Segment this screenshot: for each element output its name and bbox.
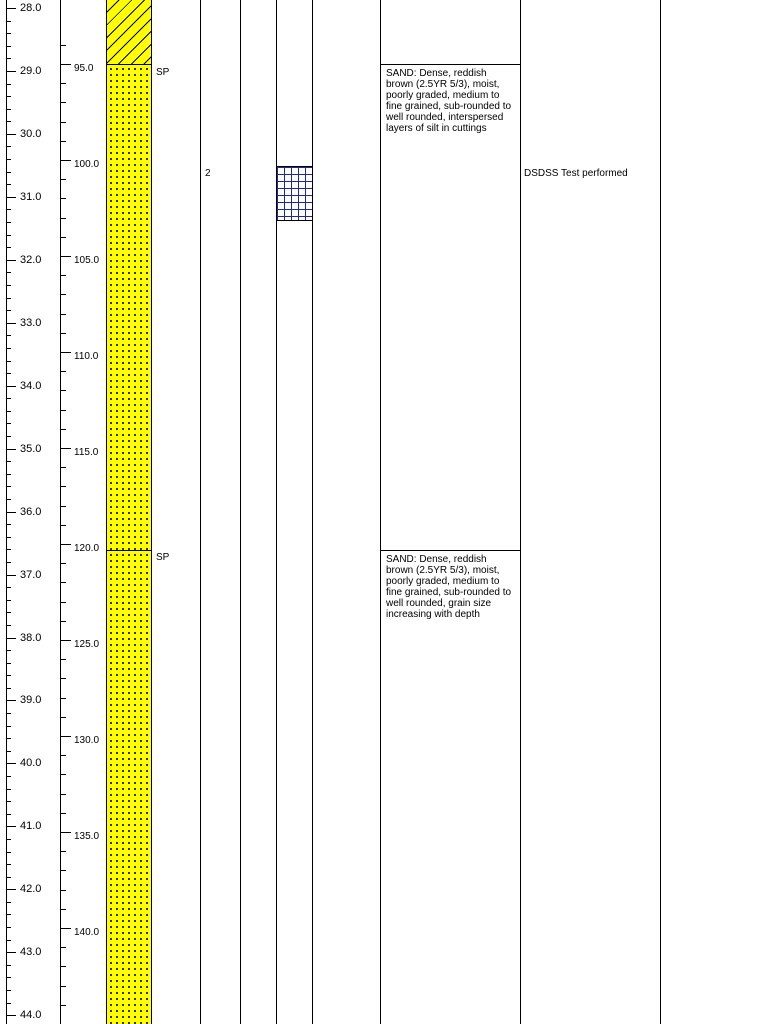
meter-minor-tick	[7, 990, 11, 991]
depth-m-label: 28.0	[20, 2, 42, 14]
feet-minor-tick	[61, 755, 66, 756]
depth-ft-label: 125.0	[74, 639, 100, 650]
meter-minor-tick	[7, 96, 11, 97]
feet-minor-tick	[61, 141, 66, 142]
depth-m-label: 34.0	[20, 380, 42, 392]
meter-major-tick	[7, 134, 16, 135]
feet-minor-tick	[61, 870, 66, 871]
meter-minor-tick	[7, 272, 11, 273]
column-border-remarks-right	[660, 0, 661, 1024]
depth-ft-label: 140.0	[74, 927, 100, 938]
depth-m-label: 29.0	[20, 65, 42, 77]
meter-minor-tick	[7, 474, 11, 475]
depth-ft-label: 105.0	[74, 255, 100, 266]
feet-minor-tick	[61, 813, 66, 814]
feet-minor-tick	[61, 122, 66, 123]
meter-major-tick	[7, 638, 16, 639]
depth-ft-label: 135.0	[74, 831, 100, 842]
meter-minor-tick	[7, 927, 11, 928]
column-border-sample-type-left	[276, 0, 277, 1024]
depth-m-label: 41.0	[20, 820, 42, 832]
meter-minor-tick	[7, 121, 11, 122]
feet-minor-tick	[61, 563, 66, 564]
meter-minor-tick	[7, 776, 11, 777]
feet-major-tick	[61, 160, 71, 161]
feet-minor-tick	[61, 45, 66, 46]
depth-m-label: 40.0	[20, 757, 42, 769]
meter-minor-tick	[7, 839, 11, 840]
layer-description: SAND: Dense, reddish brown (2.5YR 5/3), moist, poorly graded, medium to fine grained, sub-rounded to well rounded, interspersed layers of silt in cuttings	[386, 68, 512, 134]
layer-description: SAND: Dense, reddish brown (2.5YR 5/3), moist, poorly graded, medium to fine grained, sub-rounded to well rounded, grain size increasing with depth	[386, 554, 512, 620]
feet-major-tick	[61, 352, 71, 353]
meter-minor-tick	[7, 310, 11, 311]
meter-minor-tick	[7, 751, 11, 752]
sample-grid-icon	[276, 166, 313, 221]
feet-minor-tick	[61, 198, 66, 199]
meter-minor-tick	[7, 58, 11, 59]
meter-minor-tick	[7, 713, 11, 714]
meter-minor-tick	[7, 398, 11, 399]
column-border-lithology-right	[151, 0, 152, 1024]
feet-minor-tick	[61, 486, 66, 487]
meter-minor-tick	[7, 977, 11, 978]
depth-m-label: 30.0	[20, 128, 42, 140]
feet-minor-tick	[61, 525, 66, 526]
meter-minor-tick	[7, 852, 11, 853]
depth-m-label: 37.0	[20, 569, 42, 581]
description-boundary-2	[380, 550, 521, 551]
meter-minor-tick	[7, 726, 11, 727]
meter-minor-tick	[7, 914, 11, 915]
feet-minor-tick	[61, 371, 66, 372]
feet-minor-tick	[61, 966, 66, 967]
depth-m-label: 36.0	[20, 506, 42, 518]
meter-minor-tick	[7, 46, 11, 47]
depth-ft-label: 120.0	[74, 543, 100, 554]
lithology-fill-sand-1	[107, 65, 151, 550]
meter-minor-tick	[7, 33, 11, 34]
meter-major-tick	[7, 700, 16, 701]
meter-minor-tick	[7, 247, 11, 248]
meter-minor-tick	[7, 612, 11, 613]
meter-minor-tick	[7, 335, 11, 336]
feet-minor-tick	[61, 909, 66, 910]
depth-ft-label: 100.0	[74, 159, 100, 170]
depth-ft-label: 130.0	[74, 735, 100, 746]
meter-minor-tick	[7, 298, 11, 299]
meter-minor-tick	[7, 361, 11, 362]
column-border-sample-number	[240, 0, 241, 1024]
feet-minor-tick	[61, 621, 66, 622]
feet-major-tick	[61, 448, 71, 449]
meter-minor-tick	[7, 864, 11, 865]
feet-minor-tick	[61, 102, 66, 103]
meter-minor-tick	[7, 650, 11, 651]
meter-major-tick	[7, 8, 16, 9]
feet-major-tick	[61, 256, 71, 257]
feet-minor-tick	[61, 602, 66, 603]
meter-minor-tick	[7, 209, 11, 210]
feet-minor-tick	[61, 333, 66, 334]
meter-major-tick	[7, 952, 16, 953]
column-border-sample-type-right	[312, 0, 313, 1024]
feet-minor-tick	[61, 1005, 66, 1006]
depth-ft-label: 110.0	[74, 351, 99, 362]
lithology-fill-sand-2	[107, 551, 151, 1024]
feet-minor-tick	[61, 659, 66, 660]
meter-minor-tick	[7, 1003, 11, 1004]
meter-major-tick	[7, 386, 16, 387]
remarks-text: DSDSS Test performed	[524, 168, 628, 179]
meter-minor-tick	[7, 436, 11, 437]
meter-minor-tick	[7, 411, 11, 412]
depth-ft-label: 95.0	[74, 63, 94, 74]
depth-m-label: 42.0	[20, 883, 42, 895]
feet-major-tick	[61, 736, 71, 737]
feet-major-tick	[61, 64, 71, 65]
feet-minor-tick	[61, 179, 66, 180]
meter-minor-tick	[7, 675, 11, 676]
feet-major-tick	[61, 544, 71, 545]
meter-minor-tick	[7, 461, 11, 462]
meter-minor-tick	[7, 373, 11, 374]
meter-minor-tick	[7, 172, 11, 173]
meter-minor-tick	[7, 235, 11, 236]
meter-minor-tick	[7, 423, 11, 424]
meter-minor-tick	[7, 222, 11, 223]
meter-minor-tick	[7, 537, 11, 538]
meter-major-tick	[7, 1015, 16, 1016]
meter-minor-tick	[7, 814, 11, 815]
meter-minor-tick	[7, 625, 11, 626]
feet-minor-tick	[61, 429, 66, 430]
meter-major-tick	[7, 889, 16, 890]
meter-minor-tick	[7, 965, 11, 966]
column-border-uscs	[200, 0, 201, 1024]
feet-major-tick	[61, 928, 71, 929]
depth-ft-label: 115.0	[74, 447, 99, 458]
meter-minor-tick	[7, 663, 11, 664]
meter-minor-tick	[7, 159, 11, 160]
uscs-code: SP	[156, 67, 170, 78]
feet-minor-tick	[61, 582, 66, 583]
feet-minor-tick	[61, 986, 66, 987]
meter-minor-tick	[7, 738, 11, 739]
meter-minor-tick	[7, 348, 11, 349]
meter-major-tick	[7, 323, 16, 324]
depth-m-label: 44.0	[20, 1009, 42, 1021]
feet-minor-tick	[61, 890, 66, 891]
meter-minor-tick	[7, 486, 11, 487]
meter-major-tick	[7, 512, 16, 513]
feet-minor-tick	[61, 851, 66, 852]
meter-minor-tick	[7, 587, 11, 588]
sample-number: 2	[205, 168, 211, 179]
feet-minor-tick	[61, 467, 66, 468]
feet-minor-tick	[61, 794, 66, 795]
meter-major-tick	[7, 260, 16, 261]
uscs-code: SP	[156, 552, 170, 563]
meter-minor-tick	[7, 146, 11, 147]
column-border-description-left	[380, 0, 381, 1024]
meter-minor-tick	[7, 902, 11, 903]
feet-minor-tick	[61, 314, 66, 315]
feet-minor-tick	[61, 218, 66, 219]
feet-major-tick	[61, 832, 71, 833]
feet-minor-tick	[61, 83, 66, 84]
depth-m-label: 35.0	[20, 443, 42, 455]
depth-m-label: 31.0	[20, 191, 42, 203]
meter-minor-tick	[7, 21, 11, 22]
feet-minor-tick	[61, 294, 66, 295]
meter-minor-tick	[7, 549, 11, 550]
depth-m-label: 32.0	[20, 254, 42, 266]
meter-major-tick	[7, 575, 16, 576]
meter-major-tick	[7, 449, 16, 450]
meter-minor-tick	[7, 789, 11, 790]
feet-minor-tick	[61, 237, 66, 238]
feet-minor-tick	[61, 410, 66, 411]
feet-minor-tick	[61, 275, 66, 276]
meter-major-tick	[7, 763, 16, 764]
meter-minor-tick	[7, 562, 11, 563]
feet-minor-tick	[61, 947, 66, 948]
feet-minor-tick	[61, 698, 66, 699]
feet-minor-tick	[61, 774, 66, 775]
meter-minor-tick	[7, 688, 11, 689]
meter-major-tick	[7, 197, 16, 198]
meter-minor-tick	[7, 84, 11, 85]
feet-minor-tick	[61, 390, 66, 391]
meter-minor-tick	[7, 285, 11, 286]
meter-major-tick	[7, 71, 16, 72]
feet-minor-tick	[61, 678, 66, 679]
meter-major-tick	[7, 826, 16, 827]
depth-m-label: 39.0	[20, 694, 42, 706]
meter-minor-tick	[7, 109, 11, 110]
meter-minor-tick	[7, 600, 11, 601]
meter-minor-tick	[7, 940, 11, 941]
meter-minor-tick	[7, 524, 11, 525]
meter-minor-tick	[7, 184, 11, 185]
feet-minor-tick	[61, 717, 66, 718]
description-boundary-1	[380, 64, 521, 65]
meter-minor-tick	[7, 877, 11, 878]
meter-minor-tick	[7, 499, 11, 500]
depth-m-label: 33.0	[20, 317, 42, 329]
column-border-description-right	[520, 0, 521, 1024]
depth-m-label: 38.0	[20, 632, 42, 644]
feet-minor-tick	[61, 506, 66, 507]
meter-minor-tick	[7, 801, 11, 802]
lithology-fill-silty	[107, 0, 151, 64]
depth-m-label: 43.0	[20, 946, 42, 958]
feet-major-tick	[61, 640, 71, 641]
